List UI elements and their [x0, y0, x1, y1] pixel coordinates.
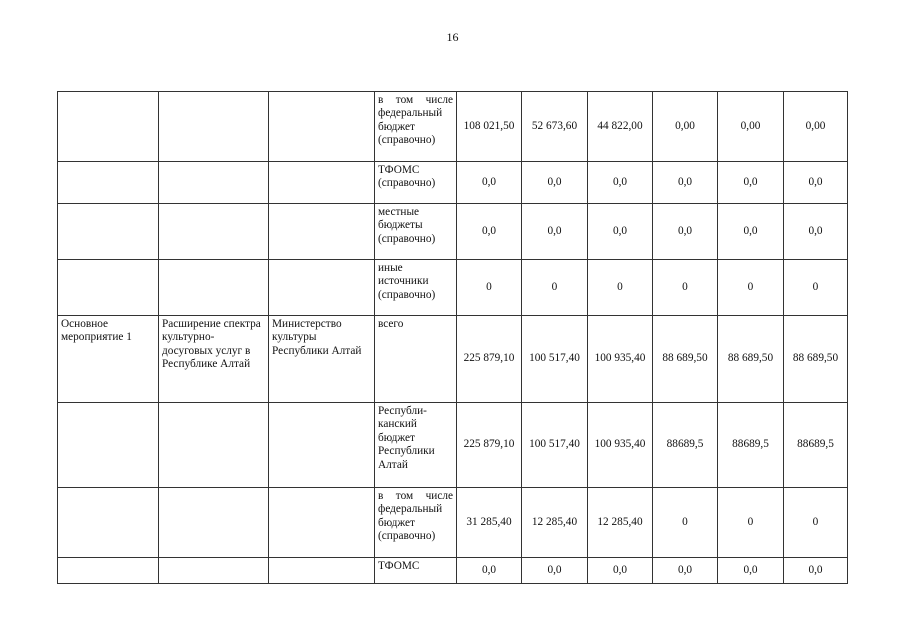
value-cell: 100 517,40: [522, 403, 588, 488]
table-row: [58, 403, 848, 488]
activity-cell: [58, 260, 159, 316]
value-cell: 12 285,40: [522, 488, 588, 558]
budget-table: [57, 91, 848, 584]
table-row: [58, 316, 848, 403]
value-cell: 0: [784, 260, 848, 316]
value-cell: 0,0: [522, 558, 588, 584]
description-cell: [159, 204, 269, 260]
value-cell: 0,00: [784, 92, 848, 162]
description-cell: [159, 558, 269, 584]
value-cell: 0,0: [784, 558, 848, 584]
value-cell: 0,0: [784, 204, 848, 260]
description-cell: Расширение спектра культурно-досуговых услуг в Республике Алтай: [159, 316, 269, 403]
value-cell: 0,0: [718, 162, 784, 204]
value-cell: 225 879,10: [457, 316, 522, 403]
value-cell: 88 689,50: [653, 316, 718, 403]
value-cell: 0,0: [457, 204, 522, 260]
value-cell: 0,0: [718, 558, 784, 584]
executor-cell: [269, 204, 375, 260]
value-cell: 0: [653, 488, 718, 558]
value-cell: 108 021,50: [457, 92, 522, 162]
value-cell: 0: [718, 488, 784, 558]
value-cell: 88 689,50: [784, 316, 848, 403]
activity-cell: Основное мероприятие 1: [58, 316, 159, 403]
activity-cell: [58, 92, 159, 162]
activity-cell: [58, 204, 159, 260]
value-cell: 44 822,00: [588, 92, 653, 162]
funding-source-cell: всего: [375, 316, 457, 403]
description-cell: [159, 162, 269, 204]
value-cell: 0,00: [653, 92, 718, 162]
value-cell: 12 285,40: [588, 488, 653, 558]
description-cell: [159, 260, 269, 316]
value-cell: 0,00: [718, 92, 784, 162]
executor-cell: Министерство культуры Республики Алтай: [269, 316, 375, 403]
value-cell: 0,0: [588, 162, 653, 204]
value-cell: 0,0: [522, 162, 588, 204]
activity-cell: [58, 162, 159, 204]
value-cell: 0: [718, 260, 784, 316]
description-cell: [159, 92, 269, 162]
value-cell: 31 285,40: [457, 488, 522, 558]
executor-cell: [269, 558, 375, 584]
funding-source-cell: ТФОМС (справочно): [375, 162, 457, 204]
activity-cell: [58, 488, 159, 558]
value-cell: 0,0: [653, 558, 718, 584]
funding-source-cell: местные бюджеты (справочно): [375, 204, 457, 260]
value-cell: 100 935,40: [588, 403, 653, 488]
funding-source-cell: иные источники (справочно): [375, 260, 457, 316]
value-cell: 88689,5: [653, 403, 718, 488]
value-cell: 88689,5: [718, 403, 784, 488]
description-cell: [159, 403, 269, 488]
table-row: [58, 204, 848, 260]
value-cell: 0,0: [784, 162, 848, 204]
value-cell: 0,0: [718, 204, 784, 260]
funding-source-cell: Республи-канский бюджет Республики Алтай: [375, 403, 457, 488]
value-cell: 0,0: [522, 204, 588, 260]
value-cell: 0,0: [588, 558, 653, 584]
value-cell: 100 935,40: [588, 316, 653, 403]
description-cell: [159, 488, 269, 558]
value-cell: 0: [588, 260, 653, 316]
value-cell: 100 517,40: [522, 316, 588, 403]
value-cell: 0: [457, 260, 522, 316]
table-row: [58, 260, 848, 316]
funding-source-cell: в том числе федеральный бюджет (справочно): [375, 488, 457, 558]
activity-cell: [58, 558, 159, 584]
value-cell: 0,0: [653, 162, 718, 204]
value-cell: 0: [784, 488, 848, 558]
activity-cell: [58, 403, 159, 488]
table-row: [58, 488, 848, 558]
table-row: [58, 92, 848, 162]
value-cell: 88 689,50: [718, 316, 784, 403]
funding-source-cell: в том числе федеральный бюджет (справочно): [375, 92, 457, 162]
value-cell: 0,0: [457, 162, 522, 204]
value-cell: 0,0: [588, 204, 653, 260]
executor-cell: [269, 162, 375, 204]
executor-cell: [269, 488, 375, 558]
executor-cell: [269, 260, 375, 316]
funding-source-cell: ТФОМС: [375, 558, 457, 584]
value-cell: 225 879,10: [457, 403, 522, 488]
value-cell: 0,0: [653, 204, 718, 260]
value-cell: 0: [653, 260, 718, 316]
value-cell: 0: [522, 260, 588, 316]
value-cell: 88689,5: [784, 403, 848, 488]
executor-cell: [269, 403, 375, 488]
table-row: [58, 162, 848, 204]
page-number: 16: [446, 30, 459, 44]
value-cell: 0,0: [457, 558, 522, 584]
value-cell: 52 673,60: [522, 92, 588, 162]
executor-cell: [269, 92, 375, 162]
table-row: [58, 558, 848, 584]
